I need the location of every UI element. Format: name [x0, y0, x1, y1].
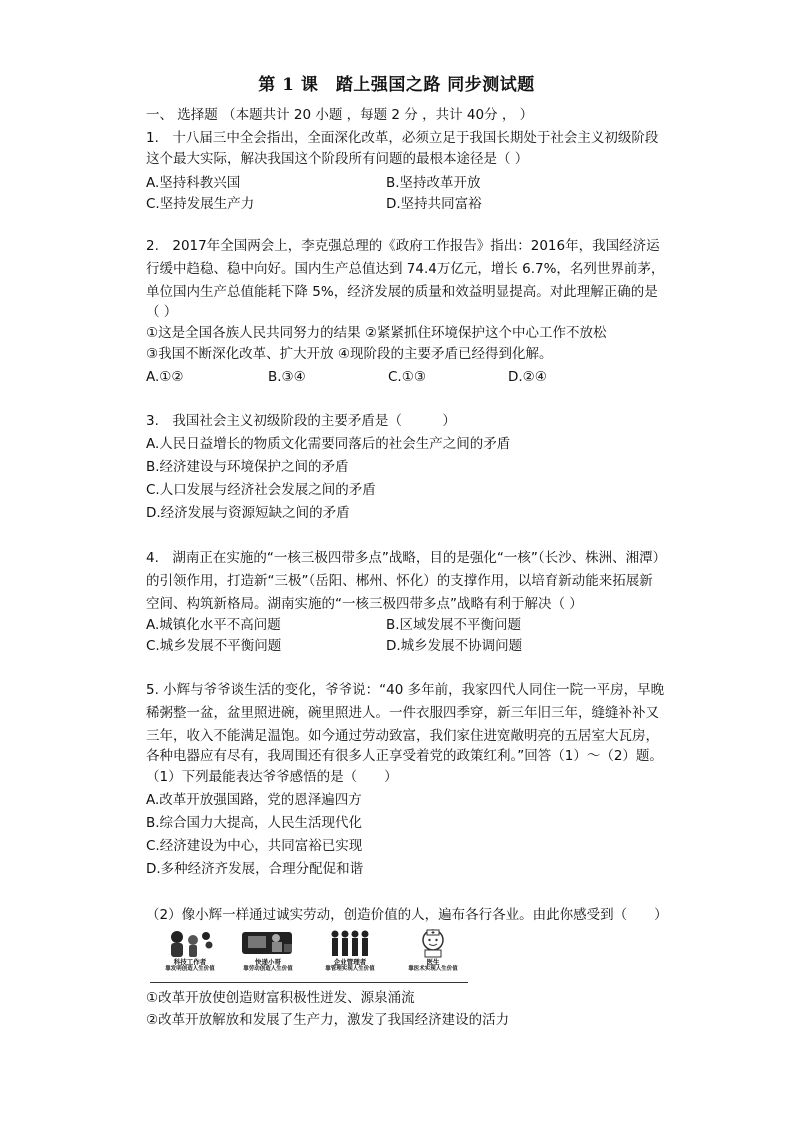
q5-sub1-option-a: A.改革开放强国路，党的恩泽遍四方 [146, 792, 362, 808]
doctor-icon [413, 928, 453, 958]
q2-option-a: A.①② [146, 369, 184, 385]
q4-option-b: B.区域发展不平衡问题 [386, 617, 522, 633]
q3-option-a: A.人民日益增长的物质文化需要同落后的社会生产之间的矛盾 [146, 436, 511, 452]
section-heading: 一、 选择题 （本题共计 20 小题 ，每题 2 分 ，共计 40分 ， ） [146, 107, 534, 123]
q5-text-line-2: 稀粥整一盆，盆里照进碗，碗里照进人。一件衣服四季穿，新三年旧三年，缝缝补补又 [146, 705, 659, 721]
q1-option-a: A.坚持科教兴国 [146, 175, 241, 191]
q2-text-line-4: （ ） [146, 304, 178, 320]
q1-option-b: B.坚持改革开放 [386, 175, 481, 191]
q4-option-c: C.城乡发展不平衡问题 [146, 638, 282, 654]
figure-manager-caption: 靠管理实现人生价值 [325, 966, 375, 972]
q4-option-d: D.城乡发展不协调问题 [386, 638, 523, 654]
occupation-illustration [155, 928, 495, 986]
q5-text-line-4: 各种电器应有尽有，我周围还有很多人正享受着党的政策红利。”回答（1）～（2）题。 [146, 748, 663, 764]
q3-option-b: B.经济建设与环境保护之间的矛盾 [146, 459, 349, 475]
figure-manager [315, 928, 385, 986]
page-title: 第 1 课 踏上强国之路 同步测试题 [258, 75, 535, 95]
q2-option-c: C.①③ [388, 369, 426, 385]
q1-text-line-2: 这个最大实际，解决我国这个阶段所有问题的最根本途径是（ ） [146, 151, 529, 167]
q2-text-line-3: 单位国内生产总值能耗下降 5%，经济发展的质量和效益明显提高。对此理解正确的是 [146, 284, 658, 300]
q4-text-line-1: 4. 湖南正在实施的“一核三极四带多点”战略，目的是强化“一核”（长沙、株洲、湘潭） [146, 550, 667, 566]
q5-sub2-question: （2）像小辉一样通过诚实劳动，创造价值的人，遍布各行各业。由此你感受到（ ） [146, 907, 668, 923]
q2-text-line-1: 2. 2017年全国两会上，李克强总理的《政府工作报告》指出：2016年，我国经济运 [146, 238, 660, 254]
q3-option-d: D.经济发展与资源短缺之间的矛盾 [146, 505, 350, 521]
q1-text-line-1: 1. 十八届三中全会指出，全面深化改革，必须立足于我国长期处于社会主义初级阶段 [146, 130, 659, 146]
q3-option-c: C.人口发展与经济社会发展之间的矛盾 [146, 482, 376, 498]
figure-scientist [155, 928, 225, 986]
manager-group-icon [327, 928, 373, 958]
q2-text-line-2: 行缓中趋稳、稳中向好。国内生产总值达到 74.4万亿元，增长 6.7%，名列世界前茅， [146, 261, 665, 277]
figure-scientist-caption: 靠发明创造人生价值 [165, 966, 215, 972]
q5-text-line-1: 5. 小辉与爷爷谈生活的变化，爷爷说：“40 多年前，我家四代人同住一院一平房，早晚 [146, 682, 665, 698]
q5-sub2-item-1: ①改革开放使创造财富积极性迸发、源泉涌流 [146, 990, 415, 1006]
courier-icon [238, 928, 298, 958]
q4-option-a: A.城镇化水平不高问题 [146, 617, 281, 633]
q3-text-line-1: 3. 我国社会主义初级阶段的主要矛盾是（ ） [146, 413, 456, 429]
q4-text-line-2: 的引领作用，打造新“三极”（岳阳、郴州、怀化）的支撑作用，以培育新动能来拓展新 [146, 573, 653, 589]
figure-courier [233, 928, 303, 986]
illustration-baseline [150, 982, 468, 983]
figure-scientist-name: 科技工作者 [173, 958, 207, 966]
figure-doctor [395, 928, 471, 986]
q1-option-d: D.坚持共同富裕 [386, 196, 482, 212]
q5-sub1-question: （1）下列最能表达爷爷感悟的是（ ） [146, 769, 398, 785]
scientist-icon [165, 928, 215, 958]
q5-sub1-option-b: B.综合国力大提高，人民生活现代化 [146, 815, 363, 831]
q2-statement-line-1: ①这是全国各族人民共同努力的结果 ②紧紧抓住环境保护这个中心工作不放松 [146, 325, 607, 341]
q1-option-c: C.坚持发展生产力 [146, 196, 255, 212]
figure-manager-name: 企业管理者 [333, 958, 367, 966]
figure-courier-caption: 靠劳动创造人生价值 [243, 966, 293, 972]
figure-courier-name: 快递小哥 [255, 958, 281, 966]
q2-option-b: B.③④ [268, 369, 306, 385]
figure-doctor-name: 医生 [426, 958, 440, 966]
q4-text-line-3: 空间、构筑新格局。湖南实施的“一核三极四带多点”战略有利于解决（ ） [146, 596, 583, 612]
q5-sub1-option-c: C.经济建设为中心，共同富裕已实现 [146, 838, 363, 854]
q2-option-d: D.②④ [508, 369, 547, 385]
q2-statement-line-2: ③我国不断深化改革、扩大开放 ④现阶段的主要矛盾已经得到化解。 [146, 346, 553, 362]
q5-sub1-option-d: D.多种经济齐发展，合理分配促和谐 [146, 861, 364, 877]
q5-sub2-item-2: ②改革开放解放和发展了生产力，激发了我国经济建设的活力 [146, 1012, 510, 1028]
q5-text-line-3: 三年，收入不能满足温饱。如今通过劳动致富，我们家住进宽敞明亮的五居室大瓦房， [146, 728, 659, 744]
figure-doctor-caption: 靠医术实现人生价值 [408, 966, 458, 972]
